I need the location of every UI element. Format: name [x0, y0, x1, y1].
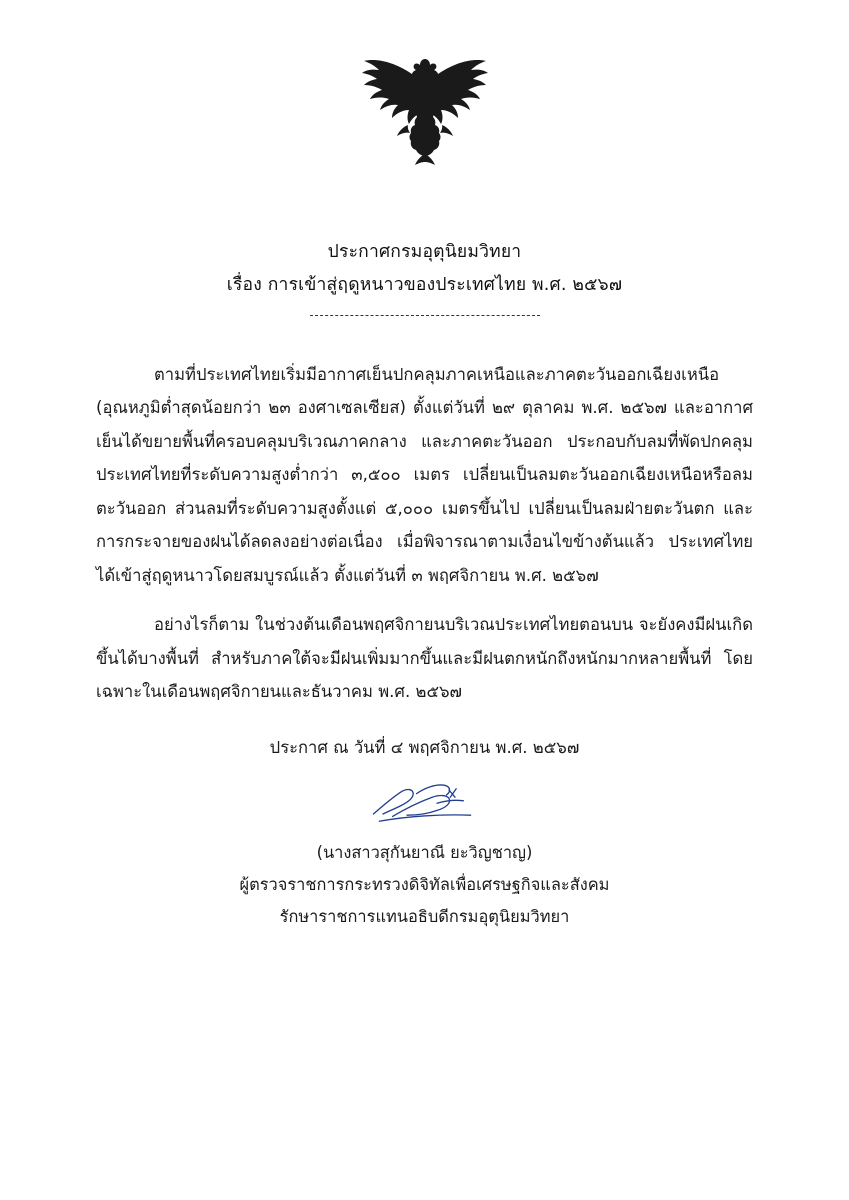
signer-name: (นางสาวสุกันยาณี ยะวิญชาญ): [316, 842, 533, 862]
divider: [310, 315, 540, 316]
signer-acting-role: รักษาราชการแทนอธิบดีกรมอุตุนิยมวิทยา: [279, 906, 570, 926]
announcement-date: ประกาศ ณ วันที่ ๔ พฤศจิกายน พ.ศ. ๒๕๖๗: [269, 737, 580, 757]
page-title: ประกาศกรมอุตุนิยมวิทยา: [327, 242, 522, 262]
signature-mark: [365, 779, 485, 831]
garuda-emblem: [360, 50, 490, 168]
paragraph-2: อย่างไรก็ตาม ในช่วงต้นเดือนพฤศจิกายนบริเวณประเทศไทยตอนบน จะยังคงมีฝนเกิดขึ้นได้บางพื้นที่ สำหรับภาคใต้จะมีฝนเพิ่มมากขึ้นและมีฝนตกหนักถึงหนักมากหลายพื้นที่ โดยเฉพาะในเดือนพฤศจิกายนและธันวาคม พ.ศ. ๒๕๖๗: [96, 615, 753, 702]
body-text: [96, 358, 753, 709]
emblem-container: [0, 0, 849, 168]
paragraph-1: ตามที่ประเทศไทยเริ่มมีอากาศเย็นปกคลุมภาคเหนือและภาคตะวันออกเฉียงเหนือ (อุณหภูมิต่ำสุดน้อยกว่า ๒๓ องศาเซลเซียส) ตั้งแต่วันที่ ๒๙ ตุลาคม พ.ศ. ๒๕๖๗ และอากาศเย็นได้ขยายพื้นที่ครอบคลุมบริเวณภาคกลาง และภาคตะวันออก ประกอบกับลมที่พัดปกคลุมประเทศไทยที่ระดับความสูงต่ำกว่า ๓,๕๐๐ เมตร เปลี่ยนเป็นลมตะวันออกเฉียงเหนือหรือลมตะวันออก ส่วนลมที่ระดับความสูงตั้งแต่ ๕,๐๐๐ เมตรขึ้นไป เปลี่ยนเป็นลมฝ่ายตะวันตก และการกระจายของฝนได้ลดลงอย่างต่อเนื่อง เมื่อพิจารณาตามเงื่อนไขข้างต้นแล้ว ประเทศไทยได้เข้าสู่ฤดูหนาวโดยสมบูรณ์แล้ว ตั้งแต่วันที่ ๓ พฤศจิกายน พ.ศ. ๒๕๖๗: [96, 364, 753, 585]
signer-block: [0, 837, 849, 933]
signer-position: ผู้ตรวจราชการกระทรวงดิจิทัลเพื่อเศรษฐกิจและสังคม: [239, 874, 610, 894]
signature-container: [0, 779, 849, 831]
page-subtitle: เรื่อง การเข้าสู่ฤดูหนาวของประเทศไทย พ.ศ. ๒๕๖๗: [226, 275, 623, 296]
heading-block: [0, 236, 849, 316]
